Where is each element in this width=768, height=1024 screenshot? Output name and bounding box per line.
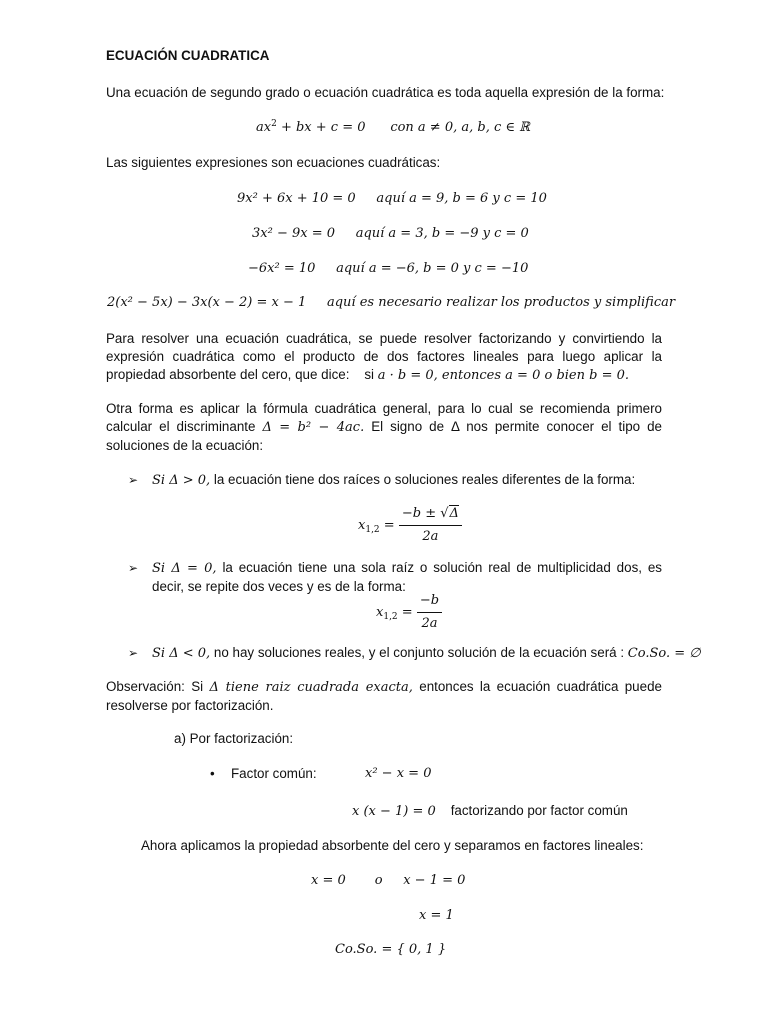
solution-x-equals-one: x = 1: [419, 908, 454, 923]
observation-paragraph: Observación: Si Δ tiene raiz cuadrada exacta, entonces la ecuación cuadrática puede resolverse por factorización.: [106, 679, 662, 713]
arrow-bullet-icon: ➢: [128, 646, 139, 660]
discriminant-formula: Δ = b² − 4ac.: [262, 420, 365, 435]
bullet-equation: x² − x = 0: [365, 766, 432, 781]
arrow-bullet-icon: ➢: [128, 561, 139, 575]
bullet-dot-icon: •: [210, 766, 215, 781]
arrow-bullet-icon: ➢: [128, 473, 139, 487]
example-equation-4: 2(x² − 5x) − 3x(x − 2) = x − 1 aquí es necesario realizar los productos y simplificar: [107, 295, 676, 310]
absorbent-rule: a · b = 0, entonces a = 0 o bien b = 0.: [377, 368, 630, 383]
factored-note: factorizando por factor común: [450, 803, 628, 818]
example-equation-2: 3x² − 9x = 0 aquí a = 3, b = −9 y c = 0: [252, 226, 529, 241]
section-a-heading: a) Por factorización:: [174, 731, 294, 746]
factored-equation: x (x − 1) = 0: [352, 804, 436, 819]
factor-paragraph: Para resolver una ecuación cuadrática, se puede resolver factorizando y convirtiendo la expresión cuadrática como el producto de dos factores lineales para luego aplicar la propiedad absorbente del cero, que dice: si a · b = 0, entonces a = 0 o bien b = 0.: [106, 331, 662, 383]
example-equation-3: −6x² = 10 aquí a = −6, b = 0 y c = −10: [248, 261, 529, 276]
case-delta-zero: Si Δ = 0, la ecuación tiene una sola raíz o solución real de multiplicidad dos, es decir, se repite dos veces y es de la forma:: [152, 560, 662, 594]
empty-solution-set: Co.So. = ∅: [627, 646, 701, 661]
solution-split: x = 0 o x − 1 = 0: [311, 873, 466, 888]
general-form-equation: $ax^2$ + bx + c = 0 con a ≠ 0, a, b, c ∈ ℝ: [256, 119, 530, 135]
two-roots-formula: $x_{1,2}$ = $\frac{-b \pm √\Delta}{2a}$: [358, 505, 462, 546]
general-form-condition: con a ≠ 0, a, b, c ∈ ℝ: [390, 120, 530, 135]
final-solution-set: Co.So. = { 0, 1 }: [335, 942, 447, 957]
factored-line: [352, 802, 628, 821]
example-equation-1: 9x² + 6x + 10 = 0 aquí a = 9, b = 6 y c = 10: [237, 191, 547, 206]
formula-paragraph: Otra forma es aplicar la fórmula cuadrática general, para lo cual se recomienda primero calcular el discriminante Δ = b² − 4ac. El signo de Δ nos permite conocer el tipo de soluciones de la ecuación:: [106, 401, 662, 453]
intro-text: Una ecuación de segundo grado o ecuación cuadrática es toda aquella expresión de la forma:: [106, 85, 665, 100]
absorbent-paragraph: Ahora aplicamos la propiedad absorbente del cero y separamos en factores lineales:: [141, 838, 644, 853]
case-delta-positive: Si Δ > 0, la ecuación tiene dos raíces o soluciones reales diferentes de la forma:: [152, 472, 636, 488]
double-root-formula: $x_{1,2}$ = $\frac{-b}{2a}$: [376, 592, 442, 633]
bullet-label: Factor común:: [231, 766, 317, 781]
case-delta-negative: Si Δ < 0, no hay soluciones reales, y el conjunto solución de la ecuación será : Co.So. = ∅: [152, 645, 701, 661]
page-title: ECUACIÓN CUADRATICA: [106, 48, 270, 63]
examples-intro: Las siguientes expresiones son ecuaciones cuadráticas:: [106, 155, 441, 170]
